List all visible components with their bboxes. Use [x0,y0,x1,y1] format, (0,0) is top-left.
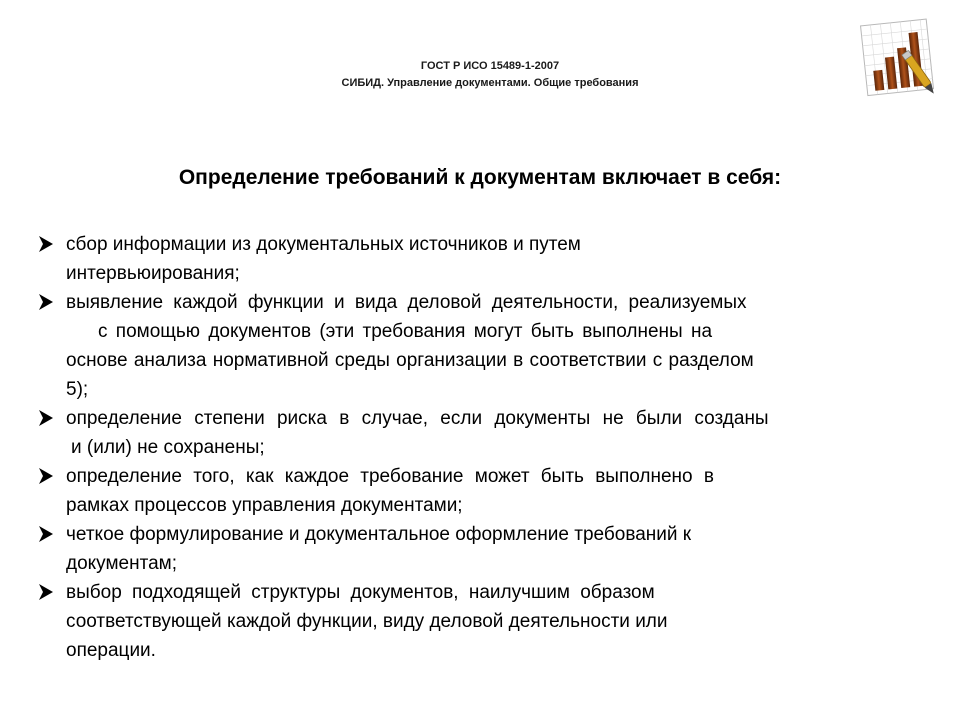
item-line: определение степени риска в случае, если документы не были созданы [66,408,769,429]
document-header [280,58,700,92]
item-line: документам; [66,553,177,574]
arrowhead-bullet-icon [38,409,54,427]
item-line: выявление каждой функции и вида деловой деятельности, реализуемых [66,292,747,313]
item-line: соответствующей каждой функции, виду деловой деятельности или [66,611,668,632]
standard-number: ГОСТ Р ИСО 15489-1-2007 [420,60,560,72]
list-item [36,520,940,578]
item-line: рамках процессов управления документами; [66,495,463,516]
list-item [36,230,940,288]
item-line: сбор информации из документальных источников и путем [66,234,581,255]
list-item [36,404,940,462]
item-line: 5); [66,379,89,400]
item-line: выбор подходящей структуры документов, наилучшим образом [66,582,655,603]
item-line: интервьюирования; [66,263,240,284]
item-line: определение того, как каждое требование может быть выполнено в [66,466,714,487]
item-line: и (или) не сохранены; [71,437,265,458]
item-line: операции. [66,640,156,661]
item-line: четкое формулирование и документальное оформление требований к [66,524,692,545]
chart-with-pen-icon [858,12,942,102]
slide-title: Определение требований к документам включает в себя: [178,166,782,189]
item-line: основе анализа нормативной среды организации в соответствии с разделом [66,350,754,371]
arrowhead-bullet-icon [38,235,54,253]
requirements-list [36,230,940,665]
arrowhead-bullet-icon [38,467,54,485]
list-item [36,578,940,665]
item-line: с помощью документов (эти требования могут быть выполнены на [98,321,713,342]
arrowhead-bullet-icon [38,525,54,543]
list-item [36,462,940,520]
arrowhead-bullet-icon [38,583,54,601]
standard-title: СИБИД. Управление документами. Общие требования [341,77,639,89]
arrowhead-bullet-icon [38,293,54,311]
list-item [36,288,940,404]
